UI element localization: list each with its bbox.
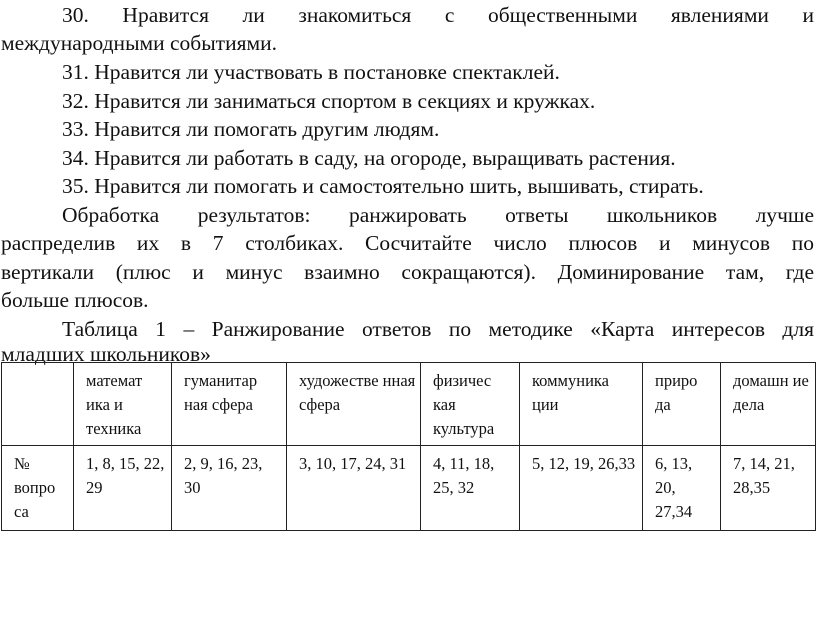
ranking-table xyxy=(1,362,816,531)
processing-line-2: распределив их в 7 столбиках. Сосчитайте число плюсов и минусов по xyxy=(1,231,814,255)
header-cell-communication: коммуника ции xyxy=(520,363,643,446)
header-cell-art: художестве нная сфера xyxy=(287,363,421,446)
table-cell: 6, 13, 20, 27,34 xyxy=(643,446,721,531)
header-cell-humanitarian: гуманитар ная сфера xyxy=(172,363,287,446)
table-cell: 2, 9, 16, 23, 30 xyxy=(172,446,287,531)
table-row xyxy=(2,446,816,531)
processing-line-1: Обработка результатов: ранжировать ответы школьников лучше xyxy=(62,203,814,227)
table-header-row xyxy=(2,363,816,446)
question-30-line-1: 30. Нравится ли знакомиться с общественными явлениями и xyxy=(62,3,814,27)
header-cell-math: математ ика и техника xyxy=(74,363,172,446)
processing-line-4: больше плюсов. xyxy=(1,288,149,312)
table-caption-line-2: младших школьников» xyxy=(1,342,211,366)
table-caption-line-1: Таблица 1 – Ранжирование ответов по методике «Карта интересов для xyxy=(62,317,814,341)
header-cell-empty xyxy=(2,363,74,446)
table-cell: 3, 10, 17, 24, 31 xyxy=(287,446,421,531)
table-cell: 7, 14, 21, 28,35 xyxy=(721,446,816,531)
question-33: 33. Нравится ли помогать другим людям. xyxy=(62,117,440,141)
header-cell-sport: физичес кая культура xyxy=(421,363,520,446)
table-cell: 4, 11, 18, 25, 32 xyxy=(421,446,520,531)
table-cell: 5, 12, 19, 26,33 xyxy=(520,446,643,531)
header-cell-household: домашн ие дела xyxy=(721,363,816,446)
table-cell: 1, 8, 15, 22, 29 xyxy=(74,446,172,531)
question-34: 34. Нравится ли работать в саду, на огороде, выращивать растения. xyxy=(62,146,676,170)
question-35: 35. Нравится ли помогать и самостоятельно шить, вышивать, стирать. xyxy=(62,174,704,198)
processing-line-3: вертикали (плюс и минус взаимно сокращаются). Доминирование там, где xyxy=(1,260,814,284)
header-cell-nature: приро да xyxy=(643,363,721,446)
question-31: 31. Нравится ли участвовать в постановке спектаклей. xyxy=(62,60,560,84)
question-30-line-2: международными событиями. xyxy=(1,31,277,55)
row-label-cell: № вопро са xyxy=(2,446,74,531)
question-32: 32. Нравится ли заниматься спортом в секциях и кружках. xyxy=(62,89,596,113)
